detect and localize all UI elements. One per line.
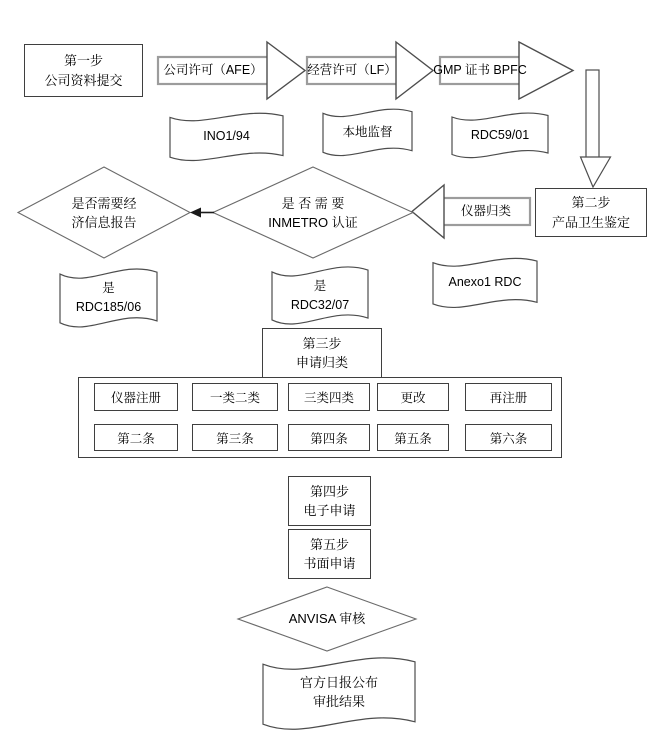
instrument-classify-arrow-label: 仪器归类 bbox=[460, 204, 511, 219]
cell-article-3: 第三条 bbox=[192, 424, 278, 451]
cell-article-6: 第六条 bbox=[465, 424, 552, 451]
inmetro-diamond-line2: INMETRO 认证 bbox=[268, 215, 358, 230]
anexo-doc-label: Anexo1 RDC bbox=[448, 274, 522, 289]
rdc185-doc-line1: 是 bbox=[102, 280, 115, 295]
cell-article-2: 第二条 bbox=[94, 424, 178, 451]
step3-box bbox=[262, 328, 382, 378]
step3-line2: 申请归类 bbox=[295, 355, 348, 370]
step4-box bbox=[288, 476, 371, 526]
ino-doc-label: INO1/94 bbox=[203, 128, 250, 143]
step2-line2: 产品卫生鉴定 bbox=[551, 214, 630, 230]
down-arrow-body bbox=[586, 70, 599, 158]
gmp-arrow-shape-head bbox=[519, 42, 573, 99]
economic-diamond-line2: 济信息报告 bbox=[71, 215, 137, 230]
step2-line1: 第二步 bbox=[571, 195, 611, 210]
economic-diamond-line1: 是否需要经 bbox=[71, 195, 137, 211]
step4-line1: 第四步 bbox=[309, 483, 349, 499]
step1-box bbox=[24, 44, 143, 97]
cell-change: 更改 bbox=[377, 383, 449, 411]
inmetro-diamond-line1: 是 否 需 要 bbox=[281, 195, 345, 211]
final-doc-line1: 官方日报公布 bbox=[299, 674, 378, 690]
final-doc-line2: 审批结果 bbox=[312, 694, 365, 709]
step4-line2: 电子申请 bbox=[303, 503, 356, 518]
economic-diamond-label bbox=[18, 169, 190, 257]
step5-box bbox=[288, 529, 371, 579]
anvisa-diamond-label: ANVISA 审核 bbox=[288, 611, 366, 627]
gmp-arrow-label: GMP 证书 BPFC bbox=[433, 63, 527, 78]
afe-arrow-shape-head bbox=[267, 42, 305, 99]
local-supervision-doc-label: 本地监督 bbox=[342, 124, 393, 139]
cell-class-3-4: 三类四类 bbox=[288, 383, 370, 411]
rdc32-doc-line1: 是 bbox=[313, 278, 327, 293]
cell-article-5: 第五条 bbox=[377, 424, 449, 451]
down-arrow-head bbox=[581, 157, 611, 187]
rdc59-doc-label: RDC59/01 bbox=[470, 127, 530, 142]
instrument-arrow-head bbox=[412, 185, 444, 238]
step5-line2: 书面申请 bbox=[303, 556, 356, 571]
step1-line2: 公司资料提交 bbox=[44, 72, 123, 88]
afe-arrow-label: 公司许可（AFE） bbox=[163, 63, 263, 78]
lf-arrow-shape-head bbox=[396, 42, 433, 99]
diamond-connector-arrowhead bbox=[190, 208, 201, 218]
rdc32-doc-line2: RDC32/07 bbox=[290, 297, 350, 312]
cell-re-register: 再注册 bbox=[465, 383, 552, 411]
cell-article-4: 第四条 bbox=[288, 424, 370, 451]
lf-arrow-label: 经营许可（LF） bbox=[307, 63, 397, 78]
step2-box bbox=[535, 188, 647, 237]
step5-line1: 第五步 bbox=[309, 536, 349, 552]
rdc32-doc-label bbox=[272, 267, 368, 324]
step1-line1: 第一步 bbox=[63, 53, 103, 68]
cell-class-1-2: 一类二类 bbox=[192, 383, 278, 411]
inmetro-diamond-label bbox=[213, 169, 413, 257]
rdc185-doc-label bbox=[60, 269, 157, 326]
step3-line1: 第三步 bbox=[302, 335, 342, 351]
cell-instrument-register: 仪器注册 bbox=[94, 383, 178, 411]
final-doc-label bbox=[263, 660, 415, 724]
rdc185-doc-line2: RDC185/06 bbox=[75, 299, 142, 314]
